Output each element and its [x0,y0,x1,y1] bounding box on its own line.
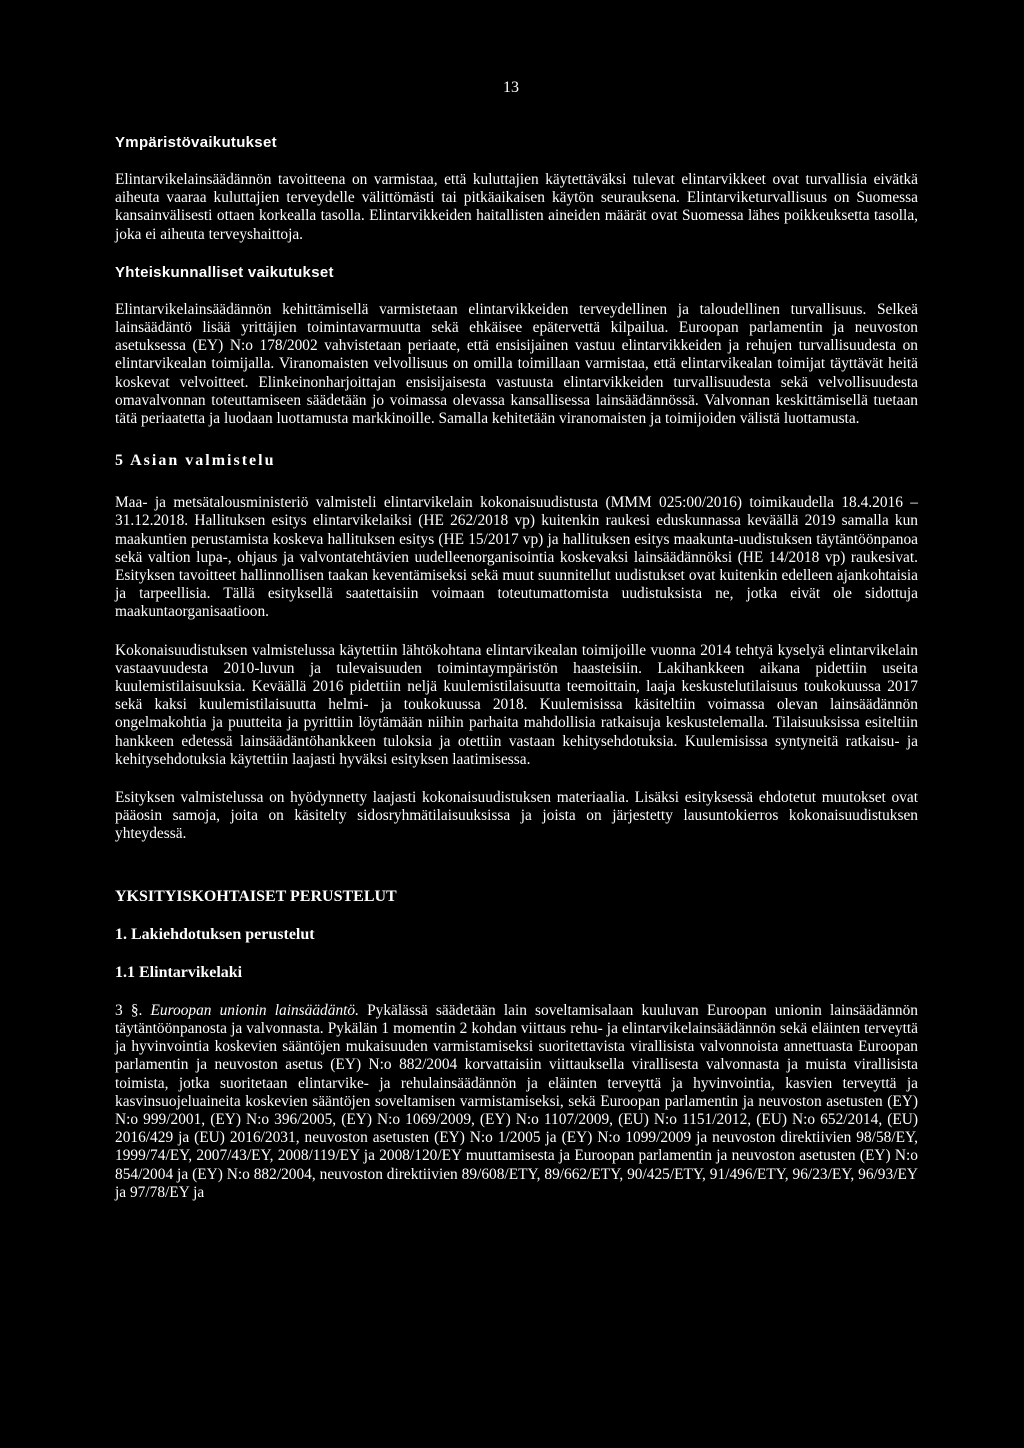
heading-social-impacts: Yhteiskunnalliset vaikutukset [115,263,334,281]
paragraph-environmental-impacts: Elintarvikelainsäädännön tavoitteena on varmistaa, että kuluttajien käytettäväksi tulevat elintarvikkeet ovat turvallisia eivätkä aiheuta vaaraa kuluttajien terveydelle välittömästi tai pitkäaikaisen käytön seurauksena. Elintarviketurvallisuus on Suomessa kansainvälisesti ottaen korkealla tasolla. Elintarvikkeiden haitallisten aineiden määrät ovat Suomessa lähes poikkeuksetta tasolla, joka ei aiheuta terveyshaittoja. [115,171,918,243]
paragraph-preparation-1: Maa- ja metsätalousministeriö valmisteli elintarvikelain kokonaisuudistusta (MMM 025:00/2016) toimikaudella 18.4.2016 – 31.12.2018. Hallituksen esitys elintarvikelaiksi (HE 262/2018 vp) kuitenkin raukesi eduskunnassa keväällä 2019 samalla kun maakuntien perustamista koskeva hallituksen esitys (HE 15/2017 vp) ja hallituksen esitys maakunta-uudistuksen täytäntöönpanoa sekä valtion lupa-, ohjaus ja valvontatehtävien uudelleenorganisointia koskevaksi lainsäädännöksi (HE 14/2018 vp) raukesivat. Esityksen tavoitteet hallinnollisen taakan keventämiseksi sekä muut suunnitellut uudistukset ovat kuitenkin edelleen ajankohtaisia ja tarpeellisia. Tällä esityksellä saatettaisiin voimaan toteutumattomista uudistuksista ne, jotka eivät ole sidottuja maakuntaorganisaatioon. [115,494,918,621]
page-content [115,134,918,1202]
paragraph-preparation-3: Esityksen valmistelussa on hyödynnetty laajasti kokonaisuudistuksen materiaalia. Lisäksi esityksessä ehdotetut muutokset ovat pääosin samoja, joita on käsitelty sidosryhmätilaisuuksissa ja joista on järjestetty lausuntokierros kokonaisuudistuksen yhteydessä. [115,789,918,843]
section-body: Pykälässä säädetään lain soveltamisalaan kuuluvan Euroopan unionin lainsäädännön täytäntöönpanosta ja valvonnasta. Pykälän 1 momentin 2 kohdan viittaus rehu- ja elintarvikelainsäädännön sekä eläinten terveyttä ja hyvinvointia koskevien sääntöjen mukaisuuden varmistamiseksi suoritettavista virallisista valvonnoista annettuasta Euroopan parlamentin ja neuvoston asetus (EY) N:o 882/2004 korvattaisiin viittauksella virallisesta valvonnasta ja muista virallisista toimista, jotka suoritetaan elintarvike- ja rehulainsäädännön ja eläinten terveyttä ja hyvinvointia, kasvien terveyttä ja kasvinsuojeluaineita koskevien sääntöjen soveltamisen varmistamiseksi, sekä Euroopan parlamentin ja neuvoston asetusten (EY) N:o 999/2001, (EY) N:o 396/2005, (EY) N:o 1069/2009, (EY) N:o 1107/2009, (EU) N:o 1151/2012, (EU) N:o 652/2014, (EU) 2016/429 ja (EU) 2016/2031, neuvoston asetusten (EY) N:o 1/2005 ja (EY) N:o 1099/2009 ja neuvoston direktiivien 98/58/EY, 1999/74/EY, 2007/43/EY, 2008/119/EY ja 2008/120/EY muuttamisesta ja Euroopan parlamentin ja neuvoston asetusten (EY) N:o 854/2004 ja (EY) N:o 882/2004, neuvoston direktiivien 89/608/ETY, 89/662/ETY, 90/425/ETY, 91/496/ETY, 96/23/EY, 96/93/EY ja 97/78/EY ja [115,1001,918,1201]
paragraph-section-3 [115,1002,918,1202]
subheading-food-act: 1.1 Elintarvikelaki [115,963,243,981]
page-number: 13 [503,79,519,96]
subheading-bill-rationale: 1. Lakiehdotuksen perustelut [115,925,315,943]
section-title: Euroopan unionin lainsäädäntö. [150,1001,359,1019]
section-number: 3 §. [115,1001,143,1019]
paragraph-social-impacts: Elintarvikelainsäädännön kehittämisellä varmistetaan elintarvikkeiden terveydellinen ja taloudellinen turvallisuus. Selkeä lainsäädäntö lisää yrittäjien toimintavarmuutta sekä ehkäisee epätervettä kilpailua. Euroopan parlamentin ja neuvoston asetuksessa (EY) N:o 178/2002 vahvistetaan periaate, että ensisijainen vastuu elintarvikkeiden ja rehujen turvallisuudesta on elintarvikealan toimijalla. Viranomaisten velvollisuus on omilla toimillaan varmistaa, että elintarvikealan toimijat täyttävät heitä koskevat velvoitteet. Elinkeinonharjoittajan ensisijaisesta vastuusta elintarvikkeiden turvallisuudesta sekä velvollisuudesta omavalvonnan toteuttamiseen säädetään jo voimassa olevassa kansallisessa lainsäädännössä. Valvonnan keskittämisellä tuetaan tätä periaatetta ja luodaan luottamusta markkinoille. Samalla kehitetään viranomaisten ja toimijoiden välistä luottamusta. [115,300,918,428]
heading-detailed-rationale: YKSITYISKOHTAISET PERUSTELUT [115,887,397,905]
paragraph-preparation-2: Kokonaisuudistuksen valmistelussa käytettiin lähtökohtana elintarvikealan toimijoille vuonna 2014 tehtyä kyselyä elintarvikelain vastaavuudesta 2010-luvun ja tulevaisuuden toimintaympäristön haasteisiin. Lakihankkeen aikana pidettiin useita kuulemistilaisuuksia. Keväällä 2016 pidettiin neljä kuulemistilaisuutta teemoittain, laaja keskustelutilaisuus toukokuussa 2017 sekä kaksi kuulemistilaisuutta helmi- ja toukokuussa 2018. Kuulemisissa käsiteltiin voimassa olevan lainsäädännön ongelmakohtia ja puutteita ja pyrittiin löytämään niihin parhaita mahdollisia ratkaisuja keskustelemalla. Tilaisuuksissa esiteltiin hankkeen edetessä lainsäädäntöhankkeen tuloksia ja otettiin vastaan kehitysehdotuksia. Kuulemisissa syntyneitä ratkaisu- ja kehitysehdotuksia käytettiin laajasti hyväksi esityksen laatimisessa. [115,641,918,768]
heading-preparation: 5 Asian valmistelu [115,452,276,470]
heading-environmental-impacts: Ympäristövaikutukset [115,134,277,151]
